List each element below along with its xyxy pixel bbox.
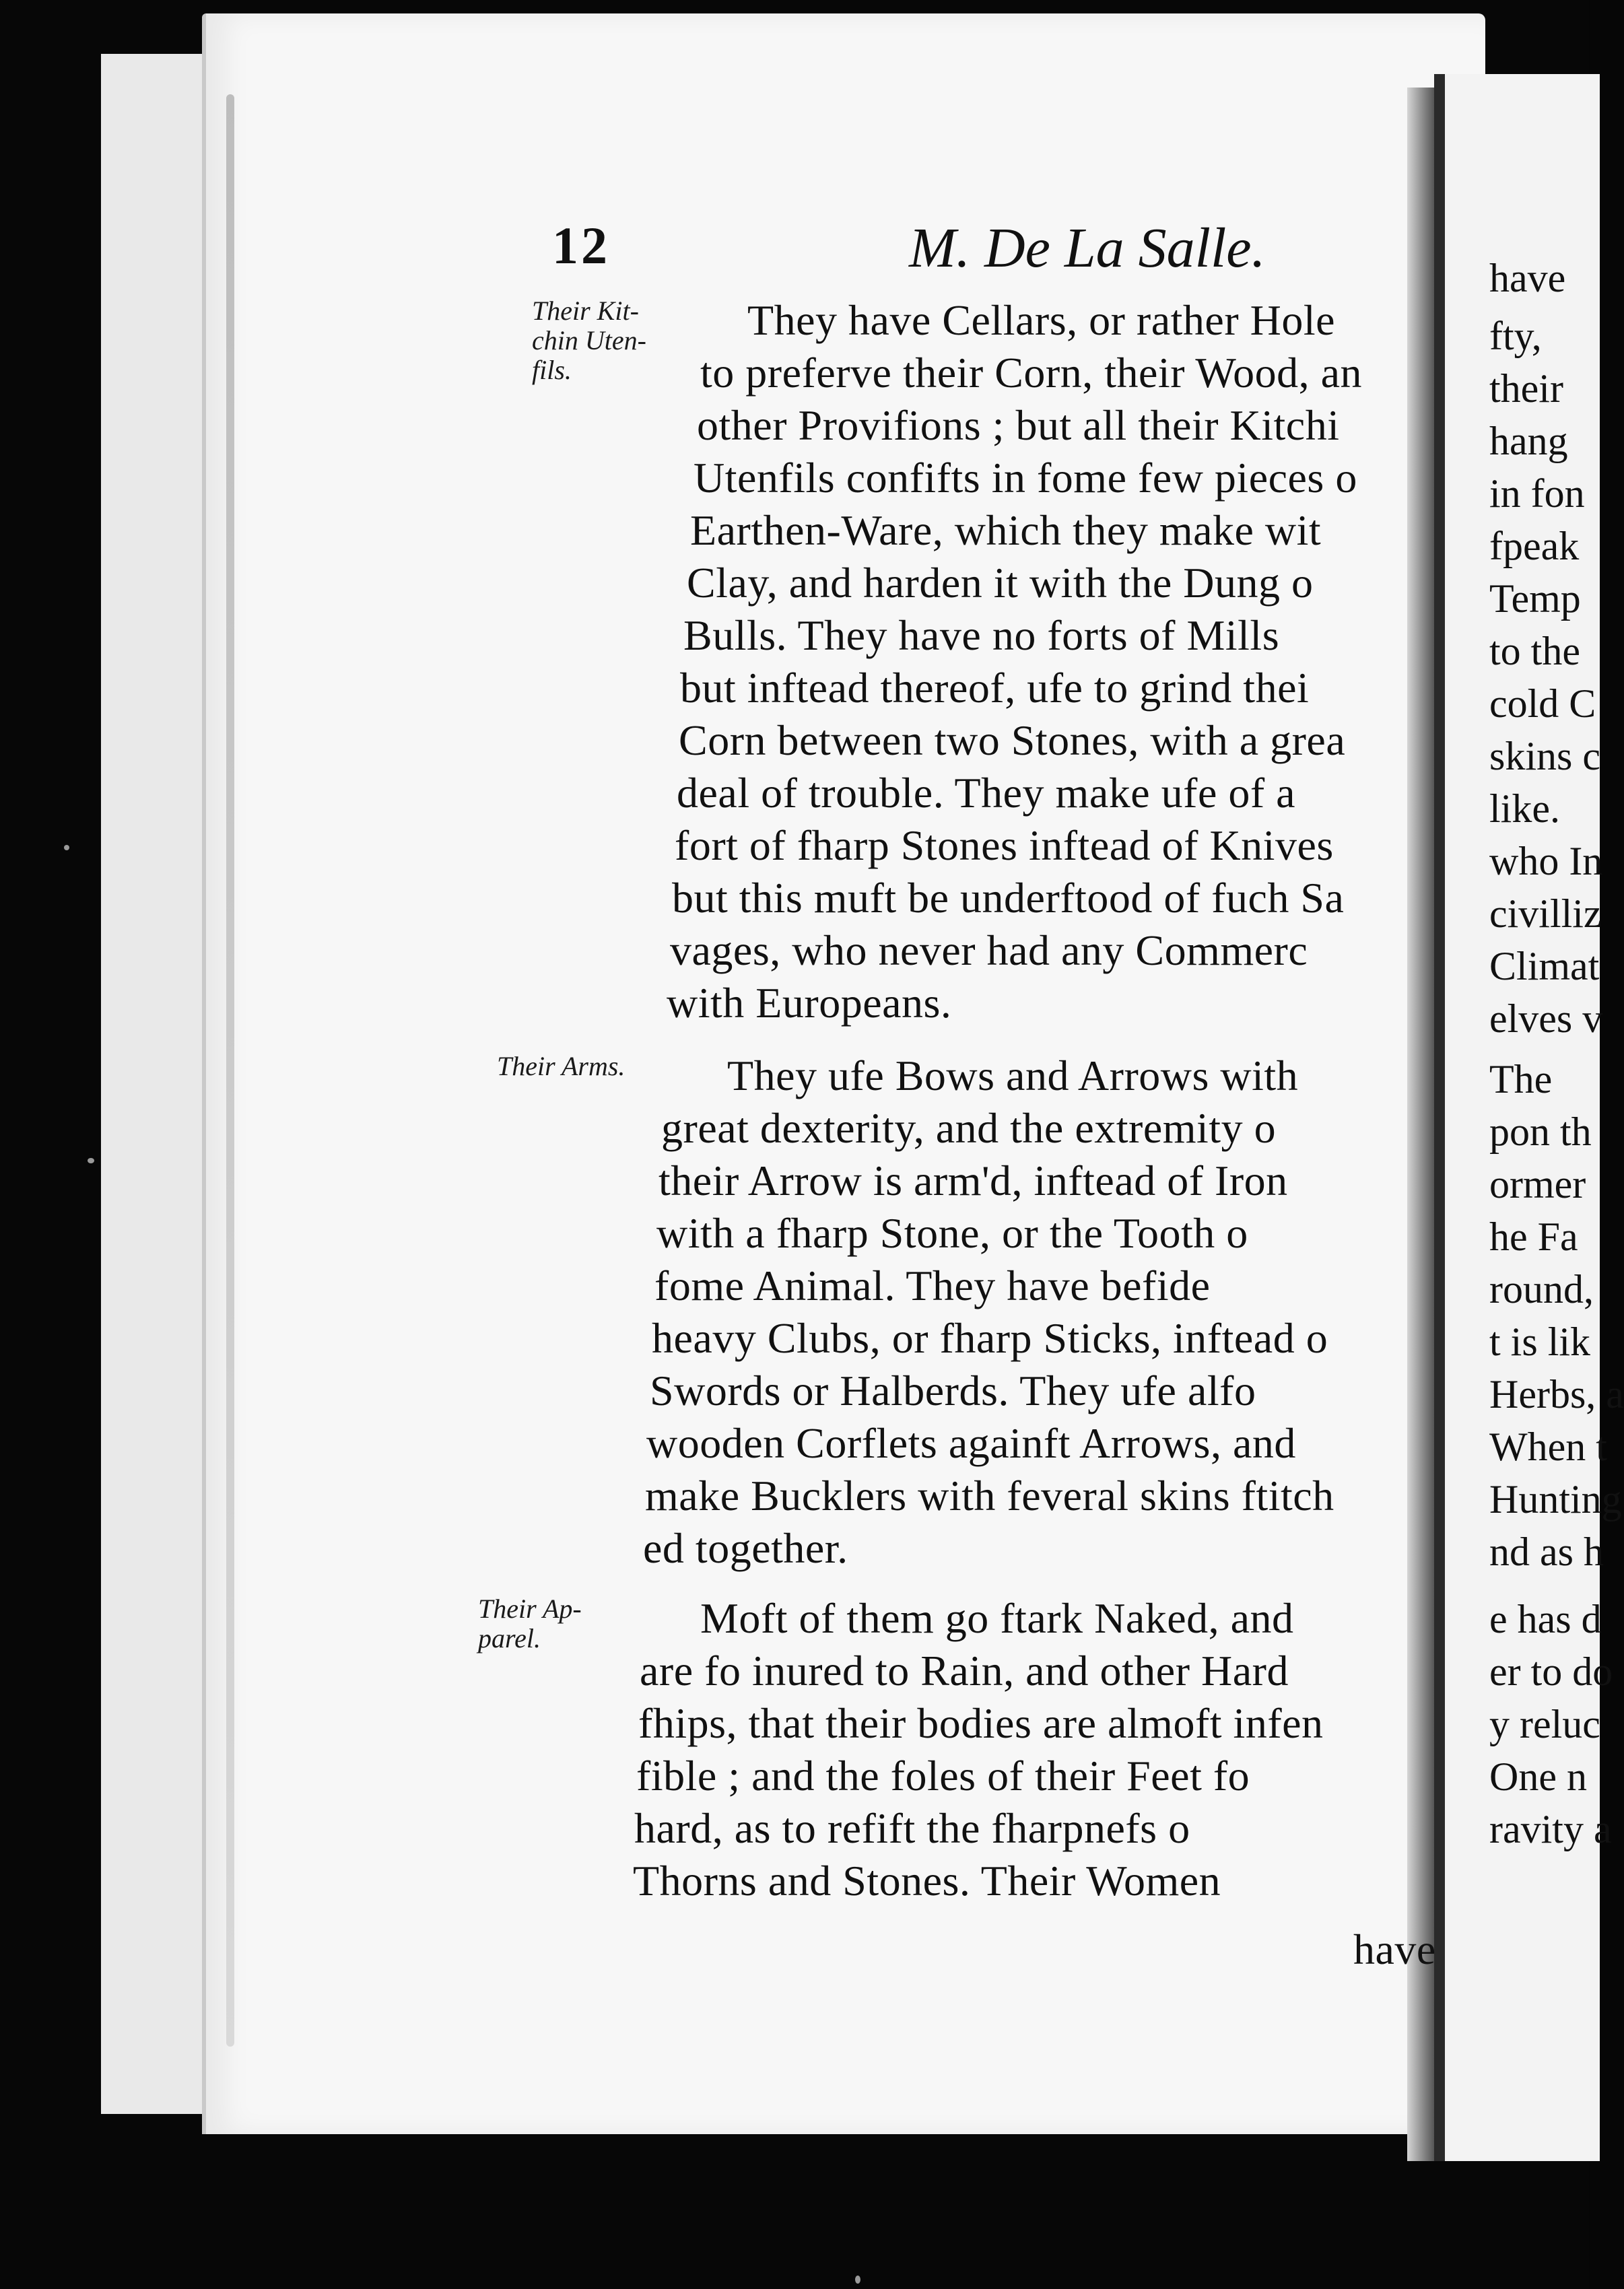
facing-line: ravity a — [1489, 1807, 1612, 1851]
text-line: They have Cellars, or rather Hole — [747, 296, 1336, 344]
text-line: They ufe Bows and Arrows with — [727, 1052, 1299, 1099]
facing-line: he Fa — [1489, 1215, 1578, 1259]
scan-speck — [88, 1158, 94, 1163]
facing-line: Climat — [1489, 944, 1600, 988]
sidenote-kitchen: Their Kit- chin Uten- fils. — [532, 296, 646, 385]
text-line: fort of fharp Stones inftead of Knives — [675, 821, 1334, 869]
text-line: with Europeans. — [667, 979, 952, 1027]
sidenote-apparel: Their Ap- parel. — [478, 1594, 582, 1653]
text-line: deal of trouble. They make ufe of a — [677, 769, 1296, 817]
facing-line: elves v — [1489, 996, 1603, 1041]
facing-line: y reluc — [1489, 1702, 1600, 1746]
text-line: vages, who never had any Commerc — [670, 926, 1308, 974]
text-line: ed together. — [643, 1524, 848, 1572]
facing-line: their — [1489, 366, 1563, 411]
facing-line: round, — [1489, 1267, 1594, 1311]
facing-line: Temp — [1489, 576, 1581, 621]
text-line: great dexterity, and the extremity o — [661, 1104, 1277, 1152]
text-line: fible ; and the foles of their Feet fo — [636, 1752, 1250, 1800]
facing-line: ormer — [1489, 1162, 1586, 1206]
facing-line: When t — [1489, 1425, 1607, 1469]
text-line: Moft of them go ftark Naked, and — [700, 1594, 1294, 1642]
text-line: Bulls. They have no forts of Mills — [683, 611, 1280, 659]
facing-line: er to do — [1489, 1649, 1613, 1694]
text-line: Clay, and harden it with the Dung o — [687, 559, 1314, 607]
text-line: but this muft be underftood of fuch Sa — [672, 874, 1345, 922]
facing-line: e has d — [1489, 1597, 1602, 1641]
facing-line: One n — [1489, 1754, 1587, 1799]
facing-line: skins c — [1489, 734, 1600, 778]
facing-line: Herbs, a — [1489, 1372, 1624, 1416]
page-header — [552, 215, 1427, 296]
facing-line: pon th — [1489, 1109, 1592, 1154]
text-line: heavy Clubs, or fharp Sticks, inftead o — [652, 1314, 1328, 1362]
text-line: to preferve their Corn, their Wood, an — [700, 349, 1363, 397]
facing-line: The — [1489, 1057, 1553, 1101]
facing-line: hang — [1489, 419, 1568, 463]
text-line: their Arrow is arm'd, inftead of Iron — [658, 1157, 1288, 1204]
text-line: Earthen-Ware, which they make wit — [690, 506, 1322, 554]
facing-line: fpeak — [1489, 524, 1580, 568]
facing-line: nd as h — [1489, 1530, 1604, 1574]
text-line: Swords or Halberds. They ufe alfo — [650, 1367, 1256, 1414]
text-line: fome Animal. They have befide — [654, 1262, 1211, 1309]
text-line: Utenfils confifts in fome few pieces o — [693, 454, 1357, 502]
facing-line: like. — [1489, 786, 1560, 831]
page-number: 12 — [552, 216, 610, 275]
sidenote-arms: Their Arms. — [497, 1051, 625, 1081]
text-line: other Provifions ; but all their Kitchi — [697, 401, 1340, 449]
text-line: are fo inured to Rain, and other Hard — [640, 1647, 1289, 1695]
gutter-shadow — [1407, 88, 1434, 2161]
text-line: hard, as to refift the fharpnefs o — [634, 1804, 1190, 1852]
facing-line: in fon — [1489, 471, 1585, 516]
facing-line: civilliz — [1489, 891, 1602, 936]
scan-speck — [855, 2276, 860, 2284]
scan-speck — [64, 845, 69, 850]
facing-line: Hunting — [1489, 1477, 1622, 1522]
text-line: make Bucklers with feveral skins ftitch — [645, 1472, 1334, 1519]
text-line: Corn between two Stones, with a grea — [679, 716, 1346, 764]
catchword: have — [1353, 1925, 1436, 1973]
text-line: with a fharp Stone, or the Tooth o — [656, 1209, 1248, 1257]
facing-line: cold C — [1489, 681, 1596, 726]
text-line: Thorns and Stones. Their Women — [633, 1857, 1221, 1905]
text-line: fhips, that their bodies are almoft infen — [638, 1699, 1324, 1747]
text-line: but inftead thereof, ufe to grind thei — [680, 664, 1310, 712]
facing-line: t is lik — [1489, 1320, 1591, 1364]
facing-line: have — [1489, 256, 1566, 300]
running-head: M. De La Salle. — [909, 217, 1266, 279]
facing-line: who In — [1489, 839, 1603, 883]
facing-line: to the — [1489, 629, 1580, 673]
facing-line: fty, — [1489, 314, 1542, 358]
text-line: wooden Corflets againft Arrows, and — [646, 1419, 1296, 1467]
